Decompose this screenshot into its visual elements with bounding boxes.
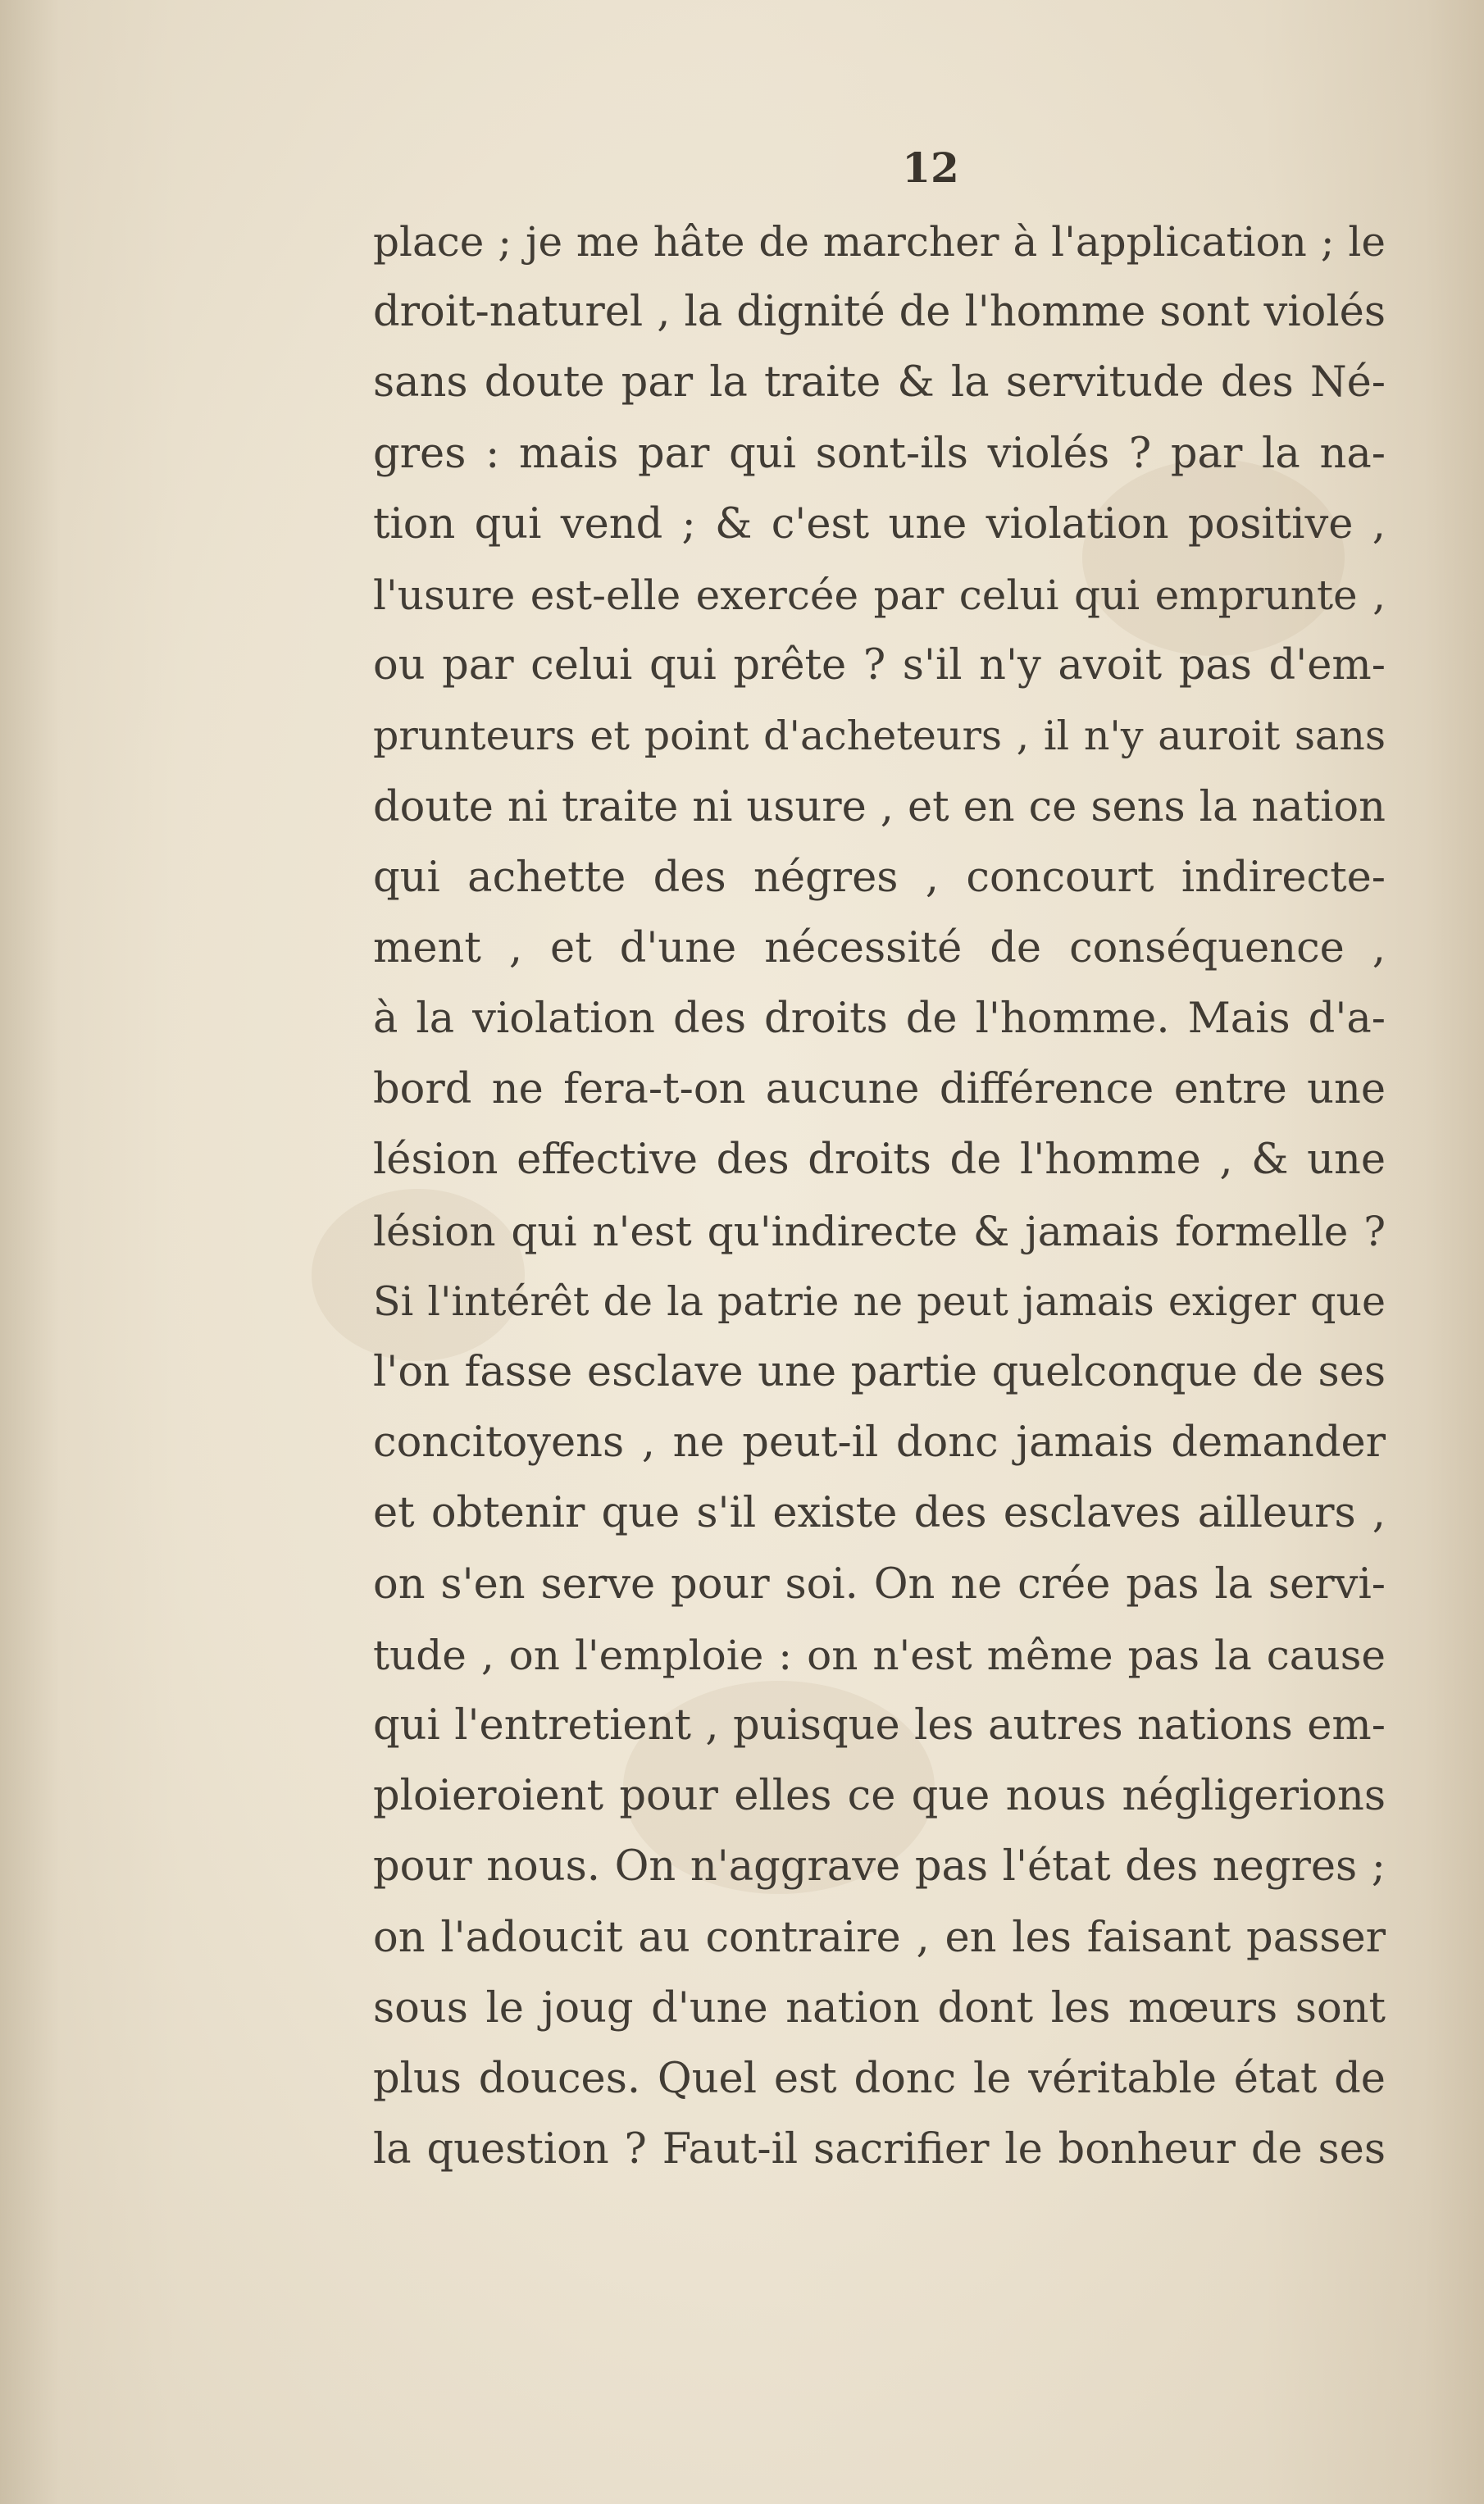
text-line: qui achette des négres , concourt indirecte- — [373, 853, 1386, 902]
text-line: sous le joug d'une nation dont les mœurs sont — [373, 1983, 1386, 2033]
text-line: plus douces. Quel est donc le véritable état de — [373, 2054, 1386, 2103]
text-line: on l'adoucit au contraire , en les faisant passer — [373, 1913, 1386, 1962]
text-line: ou par celui qui prête ? s'il n'y avoit pas d'em- — [373, 641, 1386, 690]
text-line: pour nous. On n'aggrave pas l'état des negres ; — [373, 1842, 1386, 1892]
text-line: droit-naturel , la dignité de l'homme sont violés — [373, 288, 1386, 337]
text-line: on s'en serve pour soi. On ne crée pas la servi- — [373, 1559, 1386, 1609]
text-line: ment , et d'une nécessité de conséquence , — [373, 923, 1386, 972]
text-line: tion qui vend ; & c'est une violation positive , — [373, 499, 1386, 549]
text-line: tude , on l'emploie : on n'est même pas la cause — [373, 1631, 1386, 1679]
text-line: l'usure est-elle exercée par celui qui emprunte , — [373, 571, 1386, 619]
text-line: qui l'entretient , puisque les autres nations em- — [373, 1700, 1386, 1750]
text-line: place ; je me hâte de marcher à l'application ; le — [373, 218, 1386, 266]
text-line: à la violation des droits de l'homme. Mais d'a- — [373, 995, 1386, 1044]
text-line: doute ni traite ni usure , et en ce sens la nation — [373, 782, 1386, 831]
text-line: lésion effective des droits de l'homme , & une — [373, 1136, 1386, 1185]
text-line: gres : mais par qui sont-ils violés ? par la na- — [373, 429, 1386, 478]
text-line: lésion qui n'est qu'indirecte & jamais formelle ? — [373, 1207, 1386, 1255]
page-number: 12 — [902, 143, 959, 192]
text-line: sans doute par la traite & la servitude des Né- — [373, 358, 1386, 407]
text-line: concitoyens , ne peut-il donc jamais demander — [373, 1418, 1386, 1468]
text-line: prunteurs et point d'acheteurs , il n'y auroit sans — [373, 713, 1386, 760]
text-line: la question ? Faut-il sacrifier le bonheur de ses — [373, 2125, 1386, 2174]
body-text — [373, 207, 1386, 2185]
text-line: et obtenir que s'il existe des esclaves ailleurs , — [373, 1489, 1386, 1538]
text-line: bord ne fera-t-on aucune différence entre une — [373, 1065, 1386, 1114]
text-line: ploieroient pour elles ce que nous négligerions — [373, 1772, 1386, 1821]
text-line: Si l'intérêt de la patrie ne peut jamais exiger que — [373, 1277, 1386, 1325]
text-line: l'on fasse esclave une partie quelconque de ses — [373, 1348, 1386, 1396]
